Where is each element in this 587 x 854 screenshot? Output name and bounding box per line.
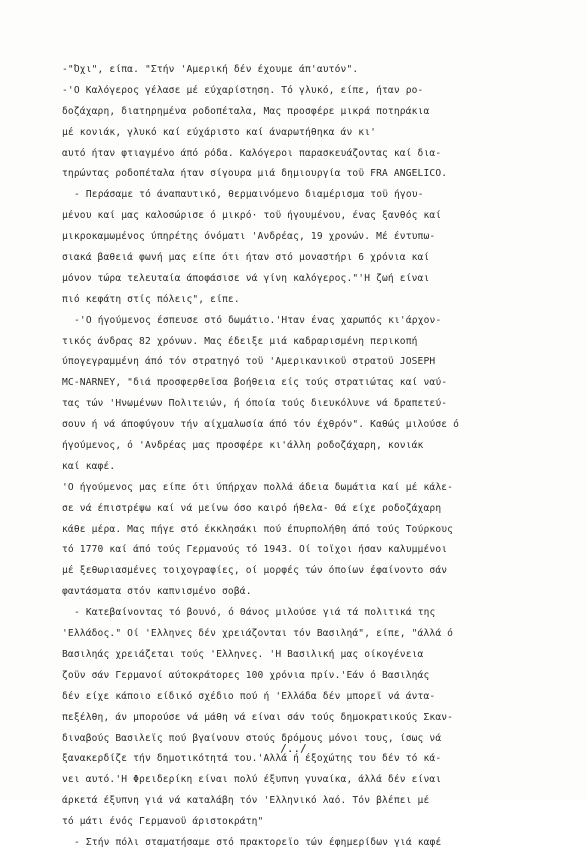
text-line: μικροκαμωμένος ύπηρέτης όνόματι 'Ανδρέας, 19 χρονών. Μέ έντυπω-	[62, 231, 436, 243]
text-line: σουν ή νά άποφύγουν τήν αίχμαλωσία άπό τόν έχθρόν". Καθώς μιλούσε ό	[62, 419, 460, 431]
text-line: - Κατεβαίνοντας τό βουνό, ό Θάνος μιλούσε γιά τά πολιτικά της	[74, 607, 436, 619]
text-line: -'Ο ήγούμενος έσπευσε στό δωμάτιο.'Ηταν ένας χαρωπός κι'άρχον-	[74, 314, 442, 326]
text-line: τό μάτι ένός Γερμανοϋ άριστοκράτη"	[62, 816, 264, 828]
text-line: σε νά έπιστρέψω καί νά μείνω όσο καιρό ήθελα- Θά είχε ροδοζάχαρη	[62, 502, 442, 514]
text-line: ύπογεγραμμένη άπό τόν στρατηγό τοϋ 'Αμερικανικοϋ στρατοϋ JOSEPH	[62, 356, 436, 368]
text-line: ήγούμενος, ό 'Ανδρέας μας προσφέρε κι'άλλη ροδοζάχαρη, κονιάκ	[62, 440, 424, 452]
text-line: δέν είχε κάποιο είδικό σχέδιο πού ή 'Ελλάδα δέν μπορεϊ νά άντα-	[62, 690, 436, 702]
text-line: τό 1770 καί άπό τούς Γερμανούς τό 1943. Οί τοϊχοι ήσαν καλυμμένοι	[62, 544, 448, 556]
text-line: 'Ελλάδος." Οί 'Ελληνες δέν χρειάζονται τόν Βασιληά", είπε, "άλλά ό	[62, 628, 454, 640]
text-line: Βασιληάς χρειάζεται τούς 'Ελληνες. 'Η Βασιλική μας οίκογένεια	[62, 648, 424, 660]
text-line: διναβούς Βασιλεϊς πού βγαίνουν στούς δρόμους μόνοι τους, ίσως νά	[62, 732, 442, 744]
text-line: σιακά βαθειά φωνή μας είπε ότι ήταν στό μοναστήρι 6 χρόνια καί	[62, 252, 430, 264]
text-line: πιό κεφάτη στίς πόλεις", είπε.	[62, 293, 240, 305]
text-line: κάθε μέρα. Μας πήγε στό έκκλησάκι πού έπυρπολήθη άπό τούς Τούρκους	[62, 523, 454, 535]
text-line: ζοϋν σάν Γερμανοί αύτοκράτορες 100 χρόνια πρίν.'Εάν ό Βασιληάς	[62, 669, 430, 681]
text-line: τικός άνδρας 82 χρόνων. Μας έδειξε μιά καδραρισμένη περικοπή	[62, 335, 418, 347]
text-line: -'Ο Καλόγερος γέλασε μέ εύχαρίστηση. Τό γλυκό, είπε, ήταν ρο-	[62, 84, 424, 96]
text-line: αυτό ήταν φτιαγμένο άπό ρόδα. Καλόγεροι παρασκευάζοντας καί δια-	[62, 147, 442, 159]
text-line: 'Ο ήγούμενος μας είπε ότι ύπήρχαν πολλά άδεια δωμάτια καί μέ κάλε-	[62, 481, 454, 493]
text-line: -"Όχι", είπα. "Στήν 'Αμερική δέν έχουμε άπ'αυτόν".	[62, 64, 359, 75]
text-line: φαντάσματα στόν καπνισμένο σοβά.	[62, 586, 252, 598]
text-line: νει αυτό.'Η Φρειδερίκη είναι πολύ έξυπνη γυναίκα, άλλά δέν είναι	[62, 774, 442, 786]
text-line: ξανακερδίζε τήν δημοτικότητά του.'Αλλά ή έξοχώτης του δέν τό κά-	[62, 753, 442, 765]
text-line: πεξέλθη, άν μπορούσε νά μάθη νά είναι σάν τούς δημοκρατικούς Σκαν-	[62, 711, 454, 723]
text-line: τηρώντας ροδοπέταλα ήταν σίγουρα μιά δημιουργία τοϋ FRA ANGELICO.	[62, 168, 448, 180]
text-line: δοζάχαρη, διατηρημένα ροδοπέταλα, Μας προσφέρε μικρά ποτηράκια	[62, 105, 430, 117]
text-line: άρκετά έξυπνη γιά νά καταλάβη τόν 'Ελληνικό λαό. Τόν βλέπει μέ	[62, 795, 430, 807]
page-continuation-marker: /../	[280, 742, 307, 755]
text-line: - Στήν πόλι σταματήσαμε στό πρακτορεϊο τών έφημερίδων γιά καφέ	[74, 836, 442, 848]
text-line: τας τών 'Ηνωμένων Πολιτειών, ή όποία τούς διευκόλυνε νά δραπετεύ-	[62, 398, 448, 410]
text-line: μέ κονιάκ, γλυκό καί εύχάριστο καί άναρωτήθηκα άν κι'	[62, 126, 377, 138]
text-line: καί καφέ.	[62, 460, 116, 472]
text-line: MC-NARNEY, "διά προσφερθεϊσα βοήθεια είς τούς στρατιώτας καί ναύ-	[62, 377, 448, 389]
typed-text-body	[62, 60, 562, 854]
text-line: μόνον τώρα τελευταία άποφάσισε νά γίνη καλόγερος."'Η ζωή είναι	[62, 272, 430, 284]
text-line: μένου καί μας καλοσώρισε ό μικρό· τοϋ ήγουμένου, ένας ξανθός καί	[62, 210, 442, 222]
text-line: μέ ξεθωριασμένες τοιχογραφίες, οί μορφές τών όποίων έφαίνοντο σάν	[62, 565, 448, 577]
text-line: - Περάσαμε τό άναπαυτικό, θερμαινόμενο διαμέρισμα τοϋ ήγου-	[74, 189, 424, 201]
